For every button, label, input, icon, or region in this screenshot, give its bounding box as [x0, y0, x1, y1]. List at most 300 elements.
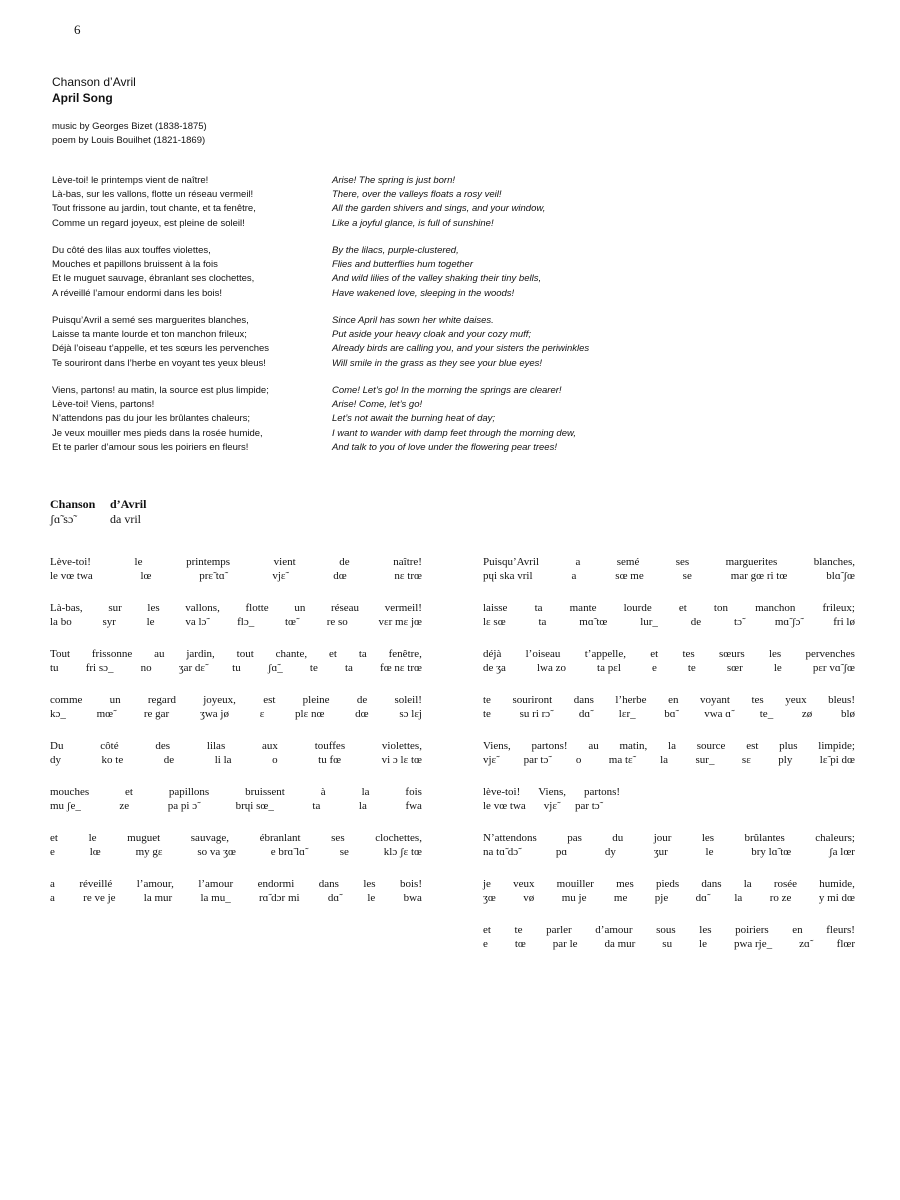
ipa-word: manchon [755, 602, 796, 614]
ipa-word: lourde [623, 602, 652, 614]
ipa-transcription-line [50, 799, 422, 813]
ipa-transcription: te [687, 662, 696, 674]
ipa-transcription: me [613, 892, 628, 904]
ipa-transcription: syr [102, 616, 116, 628]
ipa-transcription: mœ̃ [96, 708, 114, 720]
ipa-word: côté [100, 740, 119, 752]
ipa-transcription-line [483, 845, 855, 859]
ipa-word: matin, [619, 740, 648, 752]
ipa-transcription-line [483, 891, 855, 905]
ipa-word: yeux [785, 694, 807, 706]
ipa-transcription: dɑ̃ [695, 892, 707, 904]
ipa-word: les [363, 878, 376, 890]
ipa-transcription-line [50, 753, 422, 767]
ipa-transcription: se [682, 570, 692, 582]
ipa-word: rosée [773, 878, 798, 890]
ipa-word: regard [147, 694, 176, 706]
ipa-word: N’attendons [483, 832, 537, 844]
ipa-word: vient [273, 556, 296, 568]
verse-line: And talk to you of love under the flowering pear trees! [332, 441, 557, 453]
ipa-word: est [746, 740, 759, 752]
ipa-transcription: tœ [514, 938, 526, 950]
ipa-transcription: ta pɛl [597, 662, 621, 674]
ipa-word: vallons, [185, 602, 220, 614]
title-french: Chanson d’Avril [52, 75, 136, 89]
ipa-word: poiriers [735, 924, 769, 936]
stanza-english [332, 384, 652, 455]
ipa-text-line [50, 555, 422, 569]
verse-line: Since April has sown her white daises. [332, 315, 494, 326]
verse-line: Arise! The spring is just born! [332, 175, 456, 186]
ipa-column-right [483, 555, 855, 969]
ipa-word: en [668, 694, 679, 706]
ipa-transcription: la mu_ [200, 892, 231, 904]
ipa-text-line [483, 693, 855, 707]
ipa-word: Viens, [483, 740, 511, 752]
ipa-word: la [743, 878, 752, 890]
credits [52, 120, 207, 148]
ipa-transcription: la [660, 754, 669, 766]
ipa-word: brûlantes [744, 832, 785, 844]
verse-line: Puisqu’Avril a semé ses marguerites blanches, [52, 315, 249, 326]
ipa-transcription: ply [778, 754, 793, 766]
ipa-transcription: sɔ lɛj [399, 708, 422, 720]
ipa-transcription-line [50, 615, 422, 629]
ipa-transcription: blɑ̃ ʃœ [826, 570, 855, 582]
ipa-word: de [356, 694, 368, 706]
ipa-word: t’appelle, [584, 648, 626, 660]
ipa-line-pair [483, 555, 855, 601]
verse-line: Come! Let’s go! In the morning the springs are clearer! [332, 385, 562, 396]
ipa-line-pair [483, 923, 855, 969]
verse-line: Viens, partons! au matin, la source est plus limpide; [52, 385, 269, 396]
ipa-transcription: ʒur [653, 846, 668, 858]
ipa-word: Là-bas, [50, 602, 83, 614]
ipa-word: naître! [393, 556, 422, 568]
ipa-text-line [50, 601, 422, 615]
ipa-text-line [50, 831, 422, 845]
ipa-transcription: tœ̃ [284, 616, 296, 628]
ipa-word: lève-toi! [483, 786, 521, 798]
ipa-word: dans [701, 878, 722, 890]
ipa-word: la [361, 786, 370, 798]
ipa-transcription: pwa rje_ [733, 938, 773, 950]
ipa-transcription: lœ [140, 570, 152, 582]
verse-line: Flies and butterflies hum together [332, 259, 473, 271]
ipa-word: source [696, 740, 726, 752]
ipa-word: touffes [314, 740, 346, 752]
ipa-transcription: fri sɔ_ [85, 662, 114, 674]
ipa-text-line [50, 739, 422, 753]
ipa-word: le [134, 556, 143, 568]
ipa-transcription: re so [326, 616, 348, 628]
ipa-transcription: da mur [604, 938, 636, 950]
ipa-word: de [339, 556, 350, 568]
ipa-text-line [483, 831, 855, 845]
ipa-transcription: lɛr_ [618, 708, 636, 720]
ipa-word: mouches [50, 786, 90, 798]
ipa-word: au [154, 648, 165, 660]
ipa-transcription: ʃa lœr [829, 846, 855, 858]
ipa-transcription: le vœ twa [483, 800, 526, 812]
verse-line: Mouches et papillons bruissent à la fois [52, 259, 218, 271]
ipa-transcription: nɛ trœ [394, 570, 422, 582]
ipa-word: les [768, 648, 782, 660]
ipa-word: et [50, 832, 58, 844]
ipa-transcription: dɑ̃ [327, 892, 340, 904]
ipa-transcription: ta [344, 662, 353, 674]
verse-line: There, over the valleys floats a rosy veil! [332, 189, 502, 201]
ipa-transcription: le vœ twa [50, 570, 93, 582]
ipa-transcription-line [483, 799, 855, 813]
ipa-transcription: pje [654, 892, 669, 904]
ipa-transcription: vjɛ̃ [272, 570, 286, 582]
ipa-transcription: le [146, 616, 155, 628]
ipa-transcription: ze [119, 800, 130, 812]
verse-line: Lève-toi! Viens, partons! [52, 399, 155, 411]
stanza-french [52, 384, 330, 455]
ipa-transcription: dy [604, 846, 616, 858]
ipa-transcription: vjɛ̃ [543, 800, 557, 812]
ipa-line-pair [50, 785, 422, 831]
ipa-word: la [668, 740, 676, 752]
ipa-transcription: pa pi ɔ̃ [167, 800, 198, 812]
ipa-transcription-line [483, 661, 855, 675]
ipa-line-pair [50, 555, 422, 601]
ipa-text-line [50, 647, 422, 661]
ipa-word: semé [616, 556, 640, 568]
ipa-transcription: vwa ɑ̃ [704, 708, 732, 720]
ipa-transcription: mɑ̃ tœ [579, 616, 608, 628]
ipa-word: et [650, 648, 659, 660]
ipa-word: et [125, 786, 133, 798]
ipa-transcription: rɑ̃ dɔr mi [259, 892, 300, 904]
verse-line: Et te parler d’amour sous les poiriers en fleurs! [52, 441, 249, 453]
ipa-transcription: lɛ sœ [483, 616, 506, 628]
ipa-transcription: re gar [143, 708, 170, 720]
ipa-word: Viens, [538, 786, 567, 798]
stanza-english [332, 314, 652, 371]
ipa-transcription: so va ʒœ [197, 846, 236, 858]
ipa-transcription: pɥi ska vril [483, 570, 533, 582]
verse-line: Je veux mouiller mes pieds dans la rosée humide, [52, 427, 263, 439]
ipa-transcription: le [367, 892, 376, 904]
ipa-line-pair [50, 739, 422, 785]
verse-line: N’attendons pas du jour les brûlantes chaleurs; [52, 413, 251, 425]
ipa-transcription: sɛ [741, 754, 751, 766]
ipa-transcription: par le [552, 938, 578, 950]
ipa-transcription: bry lɑ̃ tœ [751, 846, 792, 858]
verse-line: Have wakened love, sleeping in the woods! [332, 287, 515, 299]
ipa-word: au [588, 740, 599, 752]
ipa-word: en [792, 924, 803, 936]
ipa-transcription: no [140, 662, 152, 674]
ipa-word: ta [534, 602, 543, 614]
ipa-word: parler [546, 924, 572, 936]
verse-line: Like a joyful glance, is full of sunshine! [332, 217, 494, 229]
ipa-transcription: vjɛ̃ [483, 754, 497, 766]
ipa-text-line [483, 739, 855, 753]
ipa-word: souriront [512, 694, 553, 706]
ipa-transcription: vi ɔ lɛ tœ [381, 754, 422, 766]
ipa-word: frissonne [91, 648, 133, 660]
ipa-word: papillons [168, 786, 210, 798]
ipa-transcription: mɑ̃ ʃɔ̃ [774, 616, 801, 628]
ipa-transcription: plɛ nœ [295, 708, 325, 720]
title-english: April Song [52, 91, 113, 105]
verse-line: Laisse ta mante lourde et ton manchon frileux; [52, 329, 247, 341]
ipa-word: endormi [257, 878, 295, 890]
verse-line: Là-bas, sur les vallons, flotte un réseau vermeil! [52, 189, 254, 201]
ipa-word: tout [236, 648, 254, 660]
ipa-transcription: su [662, 938, 673, 950]
ipa-transcription: de [690, 616, 702, 628]
ipa-transcription: lwa zo [536, 662, 566, 674]
ipa-word: aux [262, 740, 278, 752]
ipa-transcription: vø [523, 892, 535, 904]
ipa-transcription: lœ [89, 846, 101, 858]
ipa-transcription: kɔ_ [50, 708, 66, 720]
ipa-line-pair [50, 831, 422, 877]
ipa-text-line [50, 693, 422, 707]
ipa-word: pleine [302, 694, 330, 706]
ipa-word: printemps [186, 556, 231, 568]
ipa-transcription: o [272, 754, 278, 766]
ipa-word: joyeux, [203, 694, 236, 706]
ipa-word: partons! [531, 740, 568, 752]
ipa-transcription: e brɑ̃ lɑ̃ [270, 846, 305, 858]
ipa-word: réseau [330, 602, 360, 614]
ipa-word: tes [682, 648, 695, 660]
ipa-transcription: re ve je [83, 892, 116, 904]
ipa-line-pair [50, 693, 422, 739]
ipa-word: le [88, 832, 97, 844]
ipa-transcription: lɛ̃ pi dœ [819, 754, 855, 766]
verse-line: Let’s not await the burning heat of day; [332, 413, 496, 425]
ipa-transcription: klɔ ʃɛ tœ [383, 846, 422, 858]
ipa-text-line [483, 555, 855, 569]
ipa-transcription: ro ze [769, 892, 792, 904]
ipa-text-line [483, 923, 855, 937]
ipa-word: sœurs [718, 648, 745, 660]
ipa-column-left [50, 555, 422, 923]
ipa-word: et [483, 924, 491, 936]
ipa-transcription-line [483, 615, 855, 629]
ipa-word: sauvage, [190, 832, 229, 844]
ipa-title-pronunciation [50, 512, 160, 527]
ipa-transcription: te_ [759, 708, 774, 720]
ipa-transcription: vɛr mɛ jœ [378, 616, 422, 628]
ipa-transcription: bwa [403, 892, 422, 904]
ipa-transcription: li la [214, 754, 232, 766]
ipa-transcription: flœr [836, 938, 855, 950]
ipa-transcription: de [163, 754, 175, 766]
ipa-transcription: flɔ_ [237, 616, 255, 628]
ipa-transcription: ɛ [259, 708, 265, 720]
ipa-word: l’oiseau [525, 648, 561, 660]
ipa-word: laisse [483, 602, 508, 614]
ipa-transcription: bɑ̃ [664, 708, 676, 720]
ipa-transcription-line [483, 707, 855, 721]
song-header [52, 74, 136, 106]
ipa-word: Tout [50, 648, 71, 660]
ipa-word: flotte [245, 602, 269, 614]
ipa-word: les [699, 924, 712, 936]
ipa-word: d’amour [595, 924, 633, 936]
ipa-transcription: mu je [561, 892, 587, 904]
ipa-word: limpide; [818, 740, 855, 752]
ipa-word: du [612, 832, 624, 844]
ipa-word: bleus! [828, 694, 855, 706]
ipa-transcription: par tɔ̃ [574, 800, 600, 812]
ipa-word: partons! [584, 786, 621, 798]
ipa-word: violettes, [381, 740, 422, 752]
ipa-transcription: fwa [405, 800, 422, 812]
ipa-transcription: la [734, 892, 743, 904]
ipa-transcription: dɑ̃ [578, 708, 591, 720]
verse-line: Du côté des lilas aux touffes violettes, [52, 245, 211, 256]
ipa-transcription: o [575, 754, 582, 766]
ipa-text-line [483, 647, 855, 661]
stanza-french [52, 244, 330, 301]
ipa-word: a [575, 556, 581, 568]
ipa-word: déjà [483, 648, 502, 660]
verse-line: Tout frissone au jardin, tout chante, et ta fenêtre, [52, 203, 256, 215]
ipa-transcription: la [358, 800, 367, 812]
ipa-line-pair [483, 785, 855, 831]
music-credit: music by Georges Bizet (1838-1875) [52, 121, 207, 132]
ipa-word: réveillé [79, 878, 113, 890]
ipa-word: ébranlant [259, 832, 301, 844]
ipa-word: l’amour [198, 878, 234, 890]
ipa-transcription: ko te [101, 754, 124, 766]
verse-line: Will smile in the grass as they see your blue eyes! [332, 357, 543, 369]
ipa-transcription: le [705, 846, 714, 858]
verse-line: Arise! Come, let’s go! [332, 399, 423, 411]
ipa-word: soleil! [394, 694, 422, 706]
ipa-word: voyant [699, 694, 730, 706]
ipa-transcription: pɑ [555, 846, 568, 858]
ipa-transcription: ʒwa jø [199, 708, 229, 720]
ipa-transcription: de ʒa [483, 662, 506, 674]
ipa-text-line [483, 601, 855, 615]
ipa-transcription-line [50, 707, 422, 721]
ipa-transcription-line [50, 661, 422, 675]
ipa-transcription: e [50, 846, 55, 858]
ipa-word: Du [50, 740, 64, 752]
ipa-word: veux [513, 878, 535, 890]
ipa-word: marguerites [725, 556, 778, 568]
ipa-word: mante [569, 602, 597, 614]
ipa-word: ses [331, 832, 345, 844]
ipa-word: fois [405, 786, 422, 798]
ipa-transcription: ʒar dɛ̃ [178, 662, 206, 674]
ipa-word: te [514, 924, 523, 936]
verse-line: A réveillé l’amour endormi dans les bois! [52, 287, 223, 299]
ipa-transcription: sœr [726, 662, 743, 674]
ipa-line-pair [483, 693, 855, 739]
ipa-transcription: le [699, 938, 707, 950]
ipa-transcription: la bo [50, 616, 72, 628]
ipa-transcription: na tɑ̃ dɔ̃ [483, 846, 519, 858]
ipa-word: et [328, 648, 337, 660]
ipa-word: dans [573, 694, 594, 706]
ipa-transcription: e [483, 938, 488, 950]
ipa-text-line [50, 877, 422, 891]
ipa-text-line [483, 877, 855, 891]
ipa-transcription: a [571, 570, 577, 582]
ipa-transcription: da vril [110, 512, 141, 526]
ipa-word: chante, [275, 648, 308, 660]
ipa-transcription: y mi dœ [818, 892, 855, 904]
ipa-word: fleurs! [826, 924, 855, 936]
ipa-transcription: mu ʃe_ [50, 800, 81, 812]
ipa-line-pair [483, 647, 855, 693]
ipa-word: bois! [399, 878, 422, 890]
ipa-transcription-line [50, 891, 422, 905]
ipa-transcription: tu fœ [318, 754, 342, 766]
ipa-transcription: tu [50, 662, 59, 674]
verse-line: By the lilacs, purple-clustered, [332, 245, 459, 256]
ipa-word: à [320, 786, 326, 798]
ipa-word: chaleurs; [815, 832, 855, 844]
ipa-transcription: par tɔ̃ [523, 754, 549, 766]
ipa-transcription: ta [538, 616, 547, 628]
ipa-transcription: e [651, 662, 657, 674]
ipa-word: bruissent [245, 786, 285, 798]
verse-line: And wild lilies of the valley shaking their tiny bells, [332, 273, 542, 285]
ipa-transcription-line [50, 569, 422, 583]
ipa-word: mes [616, 878, 634, 890]
ipa-transcription: sur_ [695, 754, 715, 766]
ipa-transcription-line [50, 845, 422, 859]
ipa-line-pair [483, 831, 855, 877]
ipa-transcription: prɛ̃ tɑ̃ [199, 570, 225, 582]
ipa-word: les [147, 602, 160, 614]
ipa-word: Puisqu’Avril [483, 556, 540, 568]
ipa-word: fenêtre, [388, 648, 422, 660]
ipa-word: frileux; [822, 602, 855, 614]
ipa-word: mouiller [556, 878, 594, 890]
ipa-word: humide, [819, 878, 855, 890]
ipa-word: lilas [206, 740, 226, 752]
ipa-word: l’herbe [615, 694, 647, 706]
ipa-word: je [483, 878, 491, 890]
stanza-english [332, 174, 652, 231]
ipa-transcription: pɛr vɑ̃ ʃœ [812, 662, 855, 674]
ipa-word: muguet [127, 832, 161, 844]
ipa-transcription-line [483, 569, 855, 583]
ipa-word: est [263, 694, 276, 706]
stanza-english [332, 244, 652, 301]
ipa-word: un [294, 602, 306, 614]
ipa-word: comme [50, 694, 83, 706]
ipa-word: blanches, [813, 556, 855, 568]
ipa-word: plus [779, 740, 798, 752]
ipa-word: te [483, 694, 491, 706]
ipa-title [50, 497, 160, 527]
ipa-word: et [678, 602, 687, 614]
ipa-transcription: le [773, 662, 782, 674]
ipa-word: pervenches [805, 648, 855, 660]
ipa-word: sur [108, 602, 122, 614]
verse-line: Comme un regard joyeux, est pleine de soleil! [52, 217, 245, 229]
ipa-line-pair [50, 647, 422, 693]
ipa-transcription: tu [232, 662, 241, 674]
ipa-transcription: fri lø [833, 616, 855, 628]
ipa-word: clochettes, [375, 832, 422, 844]
ipa-word: vermeil! [384, 602, 422, 614]
